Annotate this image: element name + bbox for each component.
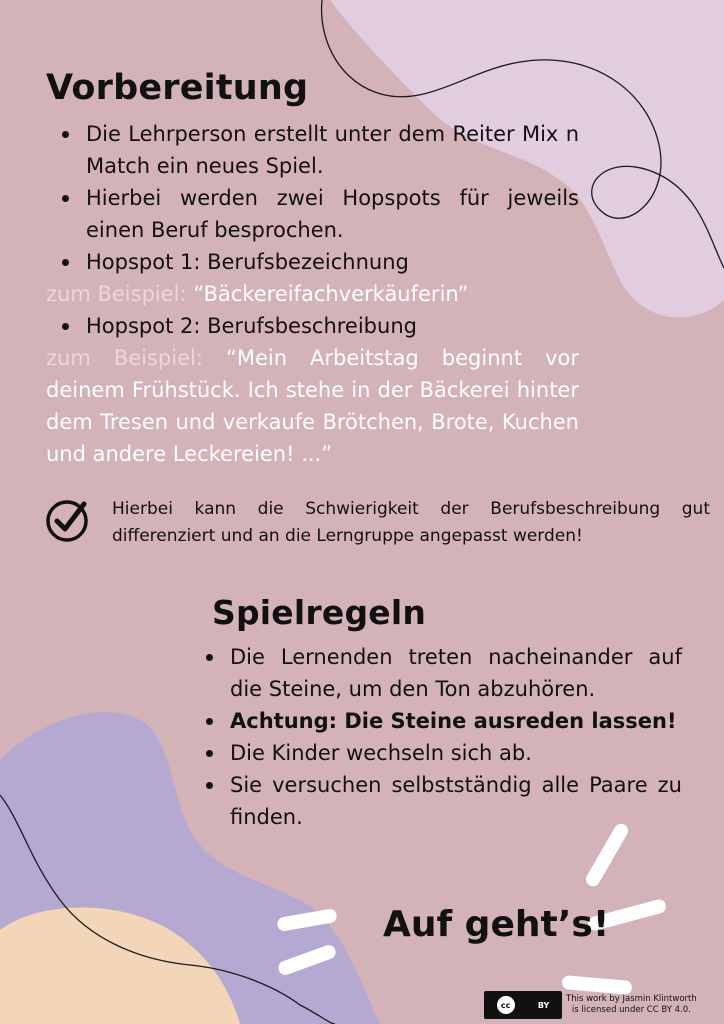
example-label: zum Beispiel: [46, 282, 187, 306]
call-to-action: Auf geht’s! [383, 904, 610, 945]
section-title-vorbereitung: Vorbereitung [46, 68, 309, 108]
rules-bullet-list [190, 641, 682, 833]
rules-bullet: Die Kinder wechseln sich ab. [190, 737, 682, 769]
section-title-spielregeln: Spielregeln [212, 593, 427, 632]
note-text: Hierbei kann die Schwierigkeit der Berufsbeschreibung gut differenziert und an die Lerngruppe angepasst werden! [112, 499, 710, 546]
example-2 [46, 342, 579, 470]
prep-bullet-list [46, 118, 579, 278]
rules-bullet: Achtung: Die Steine ausreden lassen! [190, 705, 682, 737]
rules-bullet: Sie versuchen selbstständig alle Paare zu finden. [190, 769, 682, 833]
rules-bullet: Die Lernenden treten nacheinander auf die Steine, um den Ton abzuhören. [190, 641, 682, 705]
prep-bullet: Hopspot 2: Berufsbeschreibung [46, 310, 579, 342]
example-text: “Mein Arbeitstag beginnt vor deinem Frühstück. Ich stehe in der Bäckerei hinter dem Tresen und verkaufe Brötchen, Brote, Kuchen und andere Leckereien! ...” [46, 346, 579, 466]
check-circle-icon [46, 498, 90, 542]
by-icon: BY [537, 1000, 550, 1010]
example-1 [46, 278, 579, 310]
prep-bullet-list-2 [46, 310, 579, 342]
cc-icon: cc [497, 996, 515, 1014]
prep-bullet: Hierbei werden zwei Hopspots für jeweils einen Beruf besprochen. [46, 182, 579, 246]
license-line-2: is licensed under CC BY 4.0. [571, 1005, 691, 1015]
example-text: “Bäckereifachverkäuferin” [186, 282, 469, 306]
prep-bullet: Die Lehrperson erstellt unter dem Reiter Mix n Match ein neues Spiel. [46, 118, 579, 182]
license-text [566, 994, 697, 1016]
example-label: zum Beispiel: [46, 346, 203, 370]
prep-bullet: Hopspot 1: Berufsbezeichnung [46, 246, 579, 278]
cc-by-badge [484, 991, 562, 1019]
license-line-1: This work by Jasmin Klintworth [566, 994, 697, 1004]
license-badge [484, 991, 712, 1019]
prep-content [46, 118, 579, 470]
